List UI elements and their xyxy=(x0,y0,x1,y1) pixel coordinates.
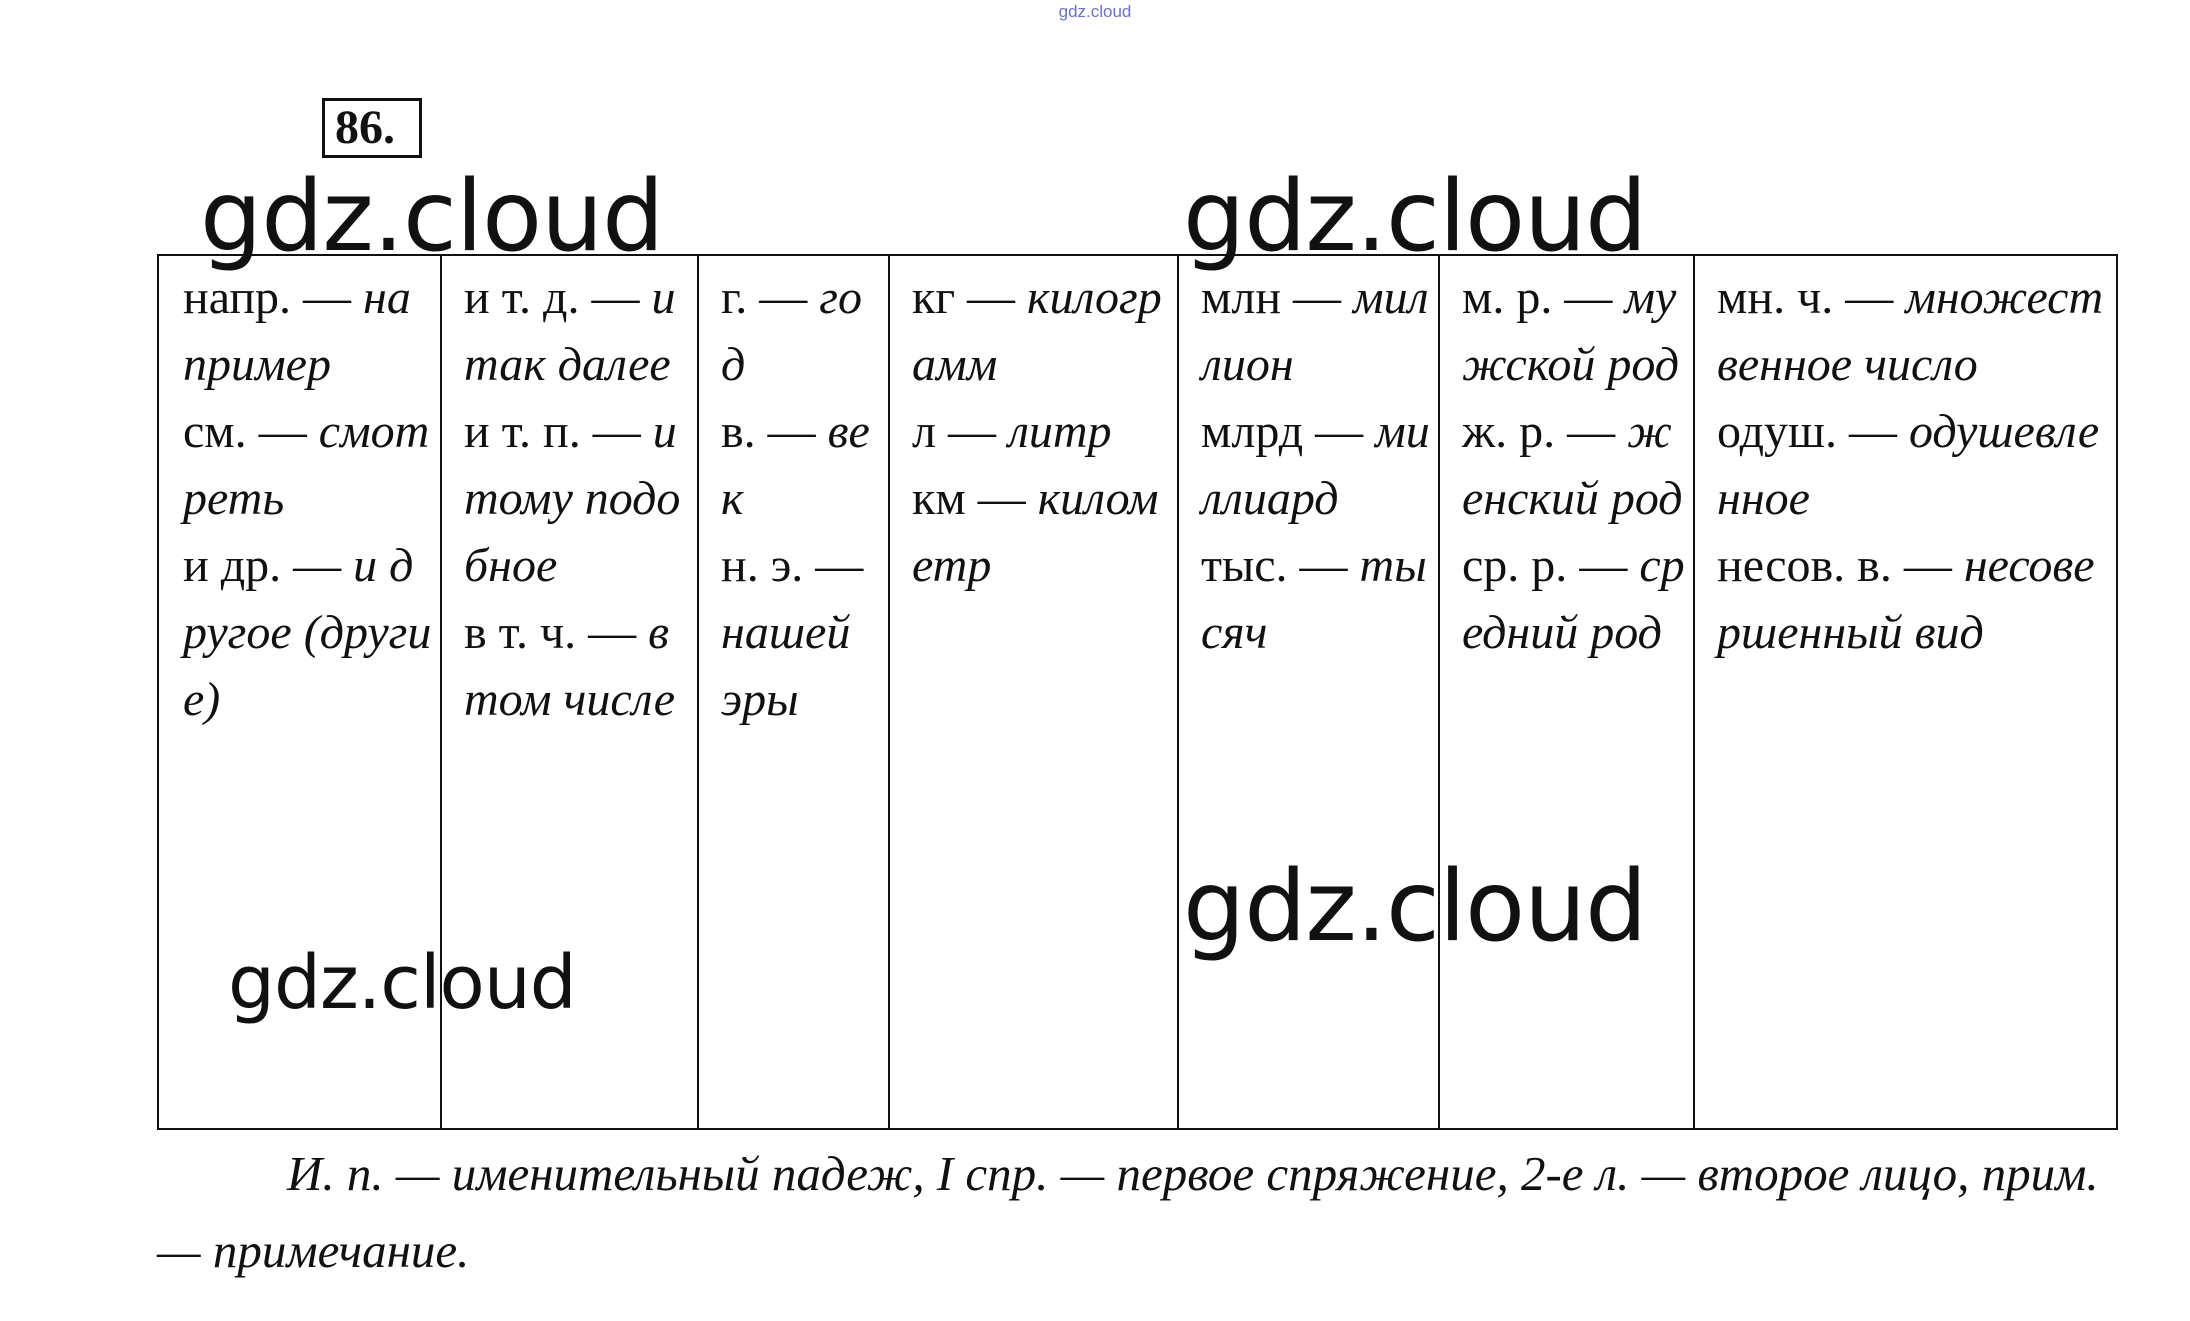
abbreviation: и т. п. xyxy=(464,405,581,458)
abbreviation-meaning: миллиард xyxy=(1201,405,1430,525)
table-cell xyxy=(889,255,1178,1129)
abbreviation-entry xyxy=(1462,532,1687,666)
abbreviation-meaning: одушевленное xyxy=(1717,405,2100,525)
dash: — xyxy=(576,606,649,659)
dash: — xyxy=(281,539,354,592)
abbreviation-entry xyxy=(912,398,1171,465)
abbreviation-meaning: смотреть xyxy=(183,405,430,525)
abbreviation-entry xyxy=(1717,264,2110,398)
abbreviation: одуш. xyxy=(1717,405,1837,458)
abbreviation: в. xyxy=(721,405,756,458)
dash: — xyxy=(291,271,364,324)
dash: — xyxy=(1303,405,1376,458)
dash: — xyxy=(1567,539,1640,592)
abbreviation-meaning: например xyxy=(183,271,411,391)
dash: — xyxy=(755,405,828,458)
abbreviation-entry xyxy=(1462,264,1687,398)
abbreviation-meaning: тысяч xyxy=(1201,539,1427,659)
abbreviation: ж. р. xyxy=(1462,405,1556,458)
top-watermark: gdz.cloud xyxy=(1058,2,1132,21)
dash: — xyxy=(1287,539,1360,592)
dash: — xyxy=(955,271,1028,324)
dash: — xyxy=(1552,271,1625,324)
watermark: gdz.cloud xyxy=(200,160,664,274)
abbreviation-entry xyxy=(464,264,691,398)
abbreviation-meaning: год xyxy=(721,271,863,391)
table-cell xyxy=(1694,255,2117,1129)
abbreviation-meaning: миллион xyxy=(1201,271,1429,391)
table-cell xyxy=(1439,255,1694,1129)
abbreviation: несов. в. xyxy=(1717,539,1892,592)
abbreviation: млн xyxy=(1201,271,1282,324)
dash: — xyxy=(1833,271,1906,324)
dash: — xyxy=(579,271,652,324)
abbreviation-meaning: средний род xyxy=(1462,539,1685,659)
abbreviation-entry xyxy=(1201,264,1432,398)
abbreviation: м. р. xyxy=(1462,271,1553,324)
abbreviation-entry xyxy=(721,532,882,733)
abbreviation-meaning: нашей эры xyxy=(721,606,851,726)
abbreviation-entry xyxy=(912,465,1171,599)
dash: — xyxy=(935,405,1008,458)
abbreviation-entry xyxy=(464,599,691,733)
abbreviation: и др. xyxy=(183,539,282,592)
abbreviation: млрд xyxy=(1201,405,1304,458)
abbreviation-entry xyxy=(1717,398,2110,532)
dash: — xyxy=(1555,405,1628,458)
watermark: gdz.cloud xyxy=(228,940,576,1026)
abbreviation-entry xyxy=(183,264,434,398)
footnote: И. п. — именительный падеж, I спр. — первое спряжение, 2-е л. — второе лицо, прим. — примечание. xyxy=(157,1146,2099,1278)
dash: — xyxy=(1837,405,1909,458)
dash: — xyxy=(1891,539,1964,592)
abbreviation-meaning: в том числе xyxy=(464,606,676,726)
abbreviation-meaning: несовершенный вид xyxy=(1717,539,2095,659)
watermark: gdz.cloud xyxy=(1183,850,1647,964)
abbreviation: и т. д. xyxy=(464,271,580,324)
abbreviation: н. э. xyxy=(721,539,804,592)
abbreviation-entry xyxy=(721,264,882,398)
dash: — xyxy=(246,405,319,458)
abbreviation-meaning: мужской род xyxy=(1462,271,1680,391)
abbreviation-meaning: век xyxy=(721,405,870,525)
abbreviation-meaning: и другое (другие) xyxy=(183,539,432,726)
abbreviation-entry xyxy=(1201,398,1432,532)
dash: — xyxy=(803,539,864,592)
abbreviation: кг xyxy=(912,271,956,324)
abbreviation-entry xyxy=(912,264,1171,398)
abbreviation-entry xyxy=(1462,398,1687,532)
dash: — xyxy=(1281,271,1354,324)
abbreviation-meaning: и так далее xyxy=(464,271,676,391)
abbreviation-meaning: и тому подобное xyxy=(464,405,681,592)
abbreviation: напр. xyxy=(183,271,292,324)
abbreviation-entry xyxy=(721,398,882,532)
abbreviation: в т. ч. xyxy=(464,606,577,659)
abbreviation: ср. р. xyxy=(1462,539,1568,592)
abbreviation-entry xyxy=(1201,532,1432,666)
abbreviation-meaning: множественное число xyxy=(1717,271,2104,391)
abbreviation-entry xyxy=(183,532,434,733)
abbreviation-entry xyxy=(464,398,691,599)
abbreviation-entry xyxy=(183,398,434,532)
dash: — xyxy=(580,405,653,458)
abbreviation: км xyxy=(912,472,966,525)
abbreviation-meaning: литр xyxy=(1007,405,1112,458)
abbreviation-entry xyxy=(1717,532,2110,666)
abbreviation: л xyxy=(912,405,936,458)
abbreviation: см. xyxy=(183,405,247,458)
abbreviation-meaning: килограмм xyxy=(912,271,1162,391)
dash: — xyxy=(965,472,1038,525)
table-cell xyxy=(1178,255,1439,1129)
abbreviation-meaning: километр xyxy=(912,472,1159,592)
abbreviation: г. xyxy=(721,271,748,324)
dash: — xyxy=(747,271,820,324)
watermark: gdz.cloud xyxy=(1183,160,1647,274)
table-cell xyxy=(698,255,889,1129)
abbreviation: тыс. xyxy=(1201,539,1288,592)
exercise-number: 86. xyxy=(322,98,422,158)
abbreviation-meaning: женский род xyxy=(1462,405,1683,525)
abbreviation: мн. ч. xyxy=(1717,271,1834,324)
